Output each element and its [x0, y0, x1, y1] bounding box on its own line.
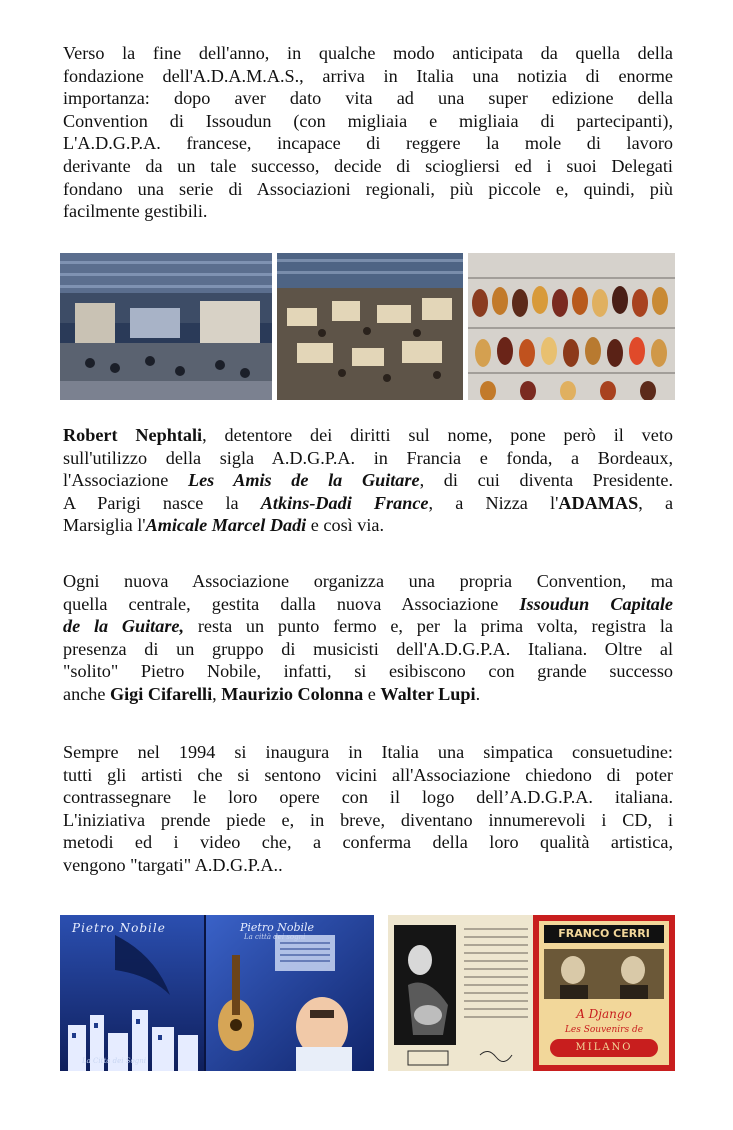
- text-line: Verso la fine dell'anno, in qualche modo anticipata da quella della: [63, 43, 673, 63]
- cd-album-line-1: A Django: [576, 1007, 632, 1021]
- text-line: L'A.D.G.P.A. francese, incapace di reggere la mole di lavoro: [63, 133, 673, 154]
- text-line: contrassegnare le loro opere con il logo dell’A.D.G.P.A. italiana.: [63, 787, 673, 808]
- text-line: tutti gli artisti che si sentono vicini all'Associazione chiedono di poter: [63, 764, 673, 785]
- text-line: fondazione dell'A.D.A.M.A.S., arriva in Italia una notizia di enorme: [63, 65, 673, 86]
- photo-guitar-wall: [468, 253, 675, 400]
- text-line: [63, 469, 673, 492]
- association-name: ADAMAS: [558, 492, 639, 513]
- text-run: A Parigi nasce la: [63, 492, 261, 513]
- text-run: anche: [63, 683, 110, 704]
- text-run: .: [475, 683, 481, 704]
- text-line: "solito" Pietro Nobile, infatti, si esibiscono con grande successo: [63, 661, 673, 682]
- photo-convention-hall-2: [277, 253, 463, 400]
- cd-cover-pietro-nobile: [60, 915, 374, 1071]
- cd-left-title: Pietro Nobile: [72, 921, 166, 935]
- text-run: quella centrale, gestita dalla nuova Associazione: [63, 593, 520, 614]
- paragraph-2: [63, 424, 673, 537]
- text-run: , a Nizza l': [428, 492, 559, 513]
- text-line: [63, 514, 673, 537]
- text-line: L'iniziativa prende piede e, in breve, diventano innumerevoli i CD, i: [63, 809, 673, 830]
- text-line: [63, 683, 673, 706]
- musician-name: Gigi Cifarelli: [109, 683, 213, 704]
- text-line: [63, 615, 673, 638]
- text-line: Convention di Issoudun (con migliaia e migliaia di partecipanti),: [63, 110, 673, 131]
- association-name: Issoudun Capitale: [519, 593, 673, 614]
- text-line: Sempre nel 1994 si inaugura in Italia una simpatica consuetudine:: [63, 742, 673, 762]
- association-name: de la Guitare,: [63, 616, 185, 637]
- text-run: e così via.: [306, 515, 385, 536]
- text-run: , di cui diventa Presidente.: [419, 470, 673, 491]
- association-name: Atkins-Dadi France: [260, 492, 429, 513]
- cd-footer: La Città dei Sogni: [82, 1057, 146, 1065]
- association-name: Les Amis de la Guitare: [187, 470, 420, 491]
- text-line: metodi ed i video che, a conferma della loro qualità artistica,: [63, 832, 673, 853]
- cd-album-line-3: MILANO: [575, 1042, 633, 1053]
- photo-convention-hall-1: [60, 253, 272, 400]
- text-line: [63, 492, 673, 515]
- text-line: derivante da un tale successo, decide di sciogliersi ed i suoi Delegati: [63, 155, 673, 176]
- paragraph-1: [63, 42, 673, 223]
- name-robert-nephtali: Robert Nephtali: [63, 425, 203, 445]
- association-name: Amicale Marcel Dadi: [145, 515, 307, 536]
- text-line: sull'utilizzo della sigla A.D.G.P.A. in Francia e fonda, a Bordeaux,: [63, 447, 673, 468]
- text-line: Ogni nuova Associazione organizza una propria Convention, ma: [63, 571, 673, 591]
- text-run: e: [363, 683, 381, 704]
- text-run: resta un punto fermo e, per la prima volta, registra la: [184, 616, 673, 637]
- text-line: presenza di un gruppo di musicisti dell'A.D.G.P.A. Italiana. Oltre al: [63, 638, 673, 659]
- paragraph-4: [63, 741, 673, 877]
- text-run: , detentore dei diritti sul nome, pone però il veto: [202, 425, 673, 445]
- text-run: , a: [638, 492, 674, 513]
- musician-name: Maurizio Colonna: [221, 683, 364, 704]
- cd-album-line-2: Les Souvenirs de: [564, 1025, 644, 1035]
- text-run: ,: [212, 683, 222, 704]
- cd-right-subtitle: La città dei sogni: [244, 933, 306, 941]
- musician-name: Walter Lupi: [380, 683, 476, 704]
- text-line: vengono "targati" A.D.G.P.A..: [63, 854, 283, 875]
- cd-right-title: Pietro Nobile: [240, 921, 315, 934]
- cd-cover-franco-cerri: [388, 915, 675, 1071]
- text-line: [63, 593, 673, 616]
- text-line: [63, 424, 673, 447]
- paragraph-3: [63, 570, 673, 706]
- text-run: l'Associazione: [63, 470, 188, 491]
- text-line: facilmente gestibili.: [63, 201, 208, 222]
- text-line: importanza: dopo aver dato vita ad una super edizione della: [63, 88, 673, 109]
- text-run: Marsiglia l': [63, 515, 146, 536]
- text-line: fondano una serie di Associazioni regionali, più piccole e, quindi, più: [63, 178, 673, 199]
- cd-artist-title: FRANCO CERRI: [558, 927, 650, 940]
